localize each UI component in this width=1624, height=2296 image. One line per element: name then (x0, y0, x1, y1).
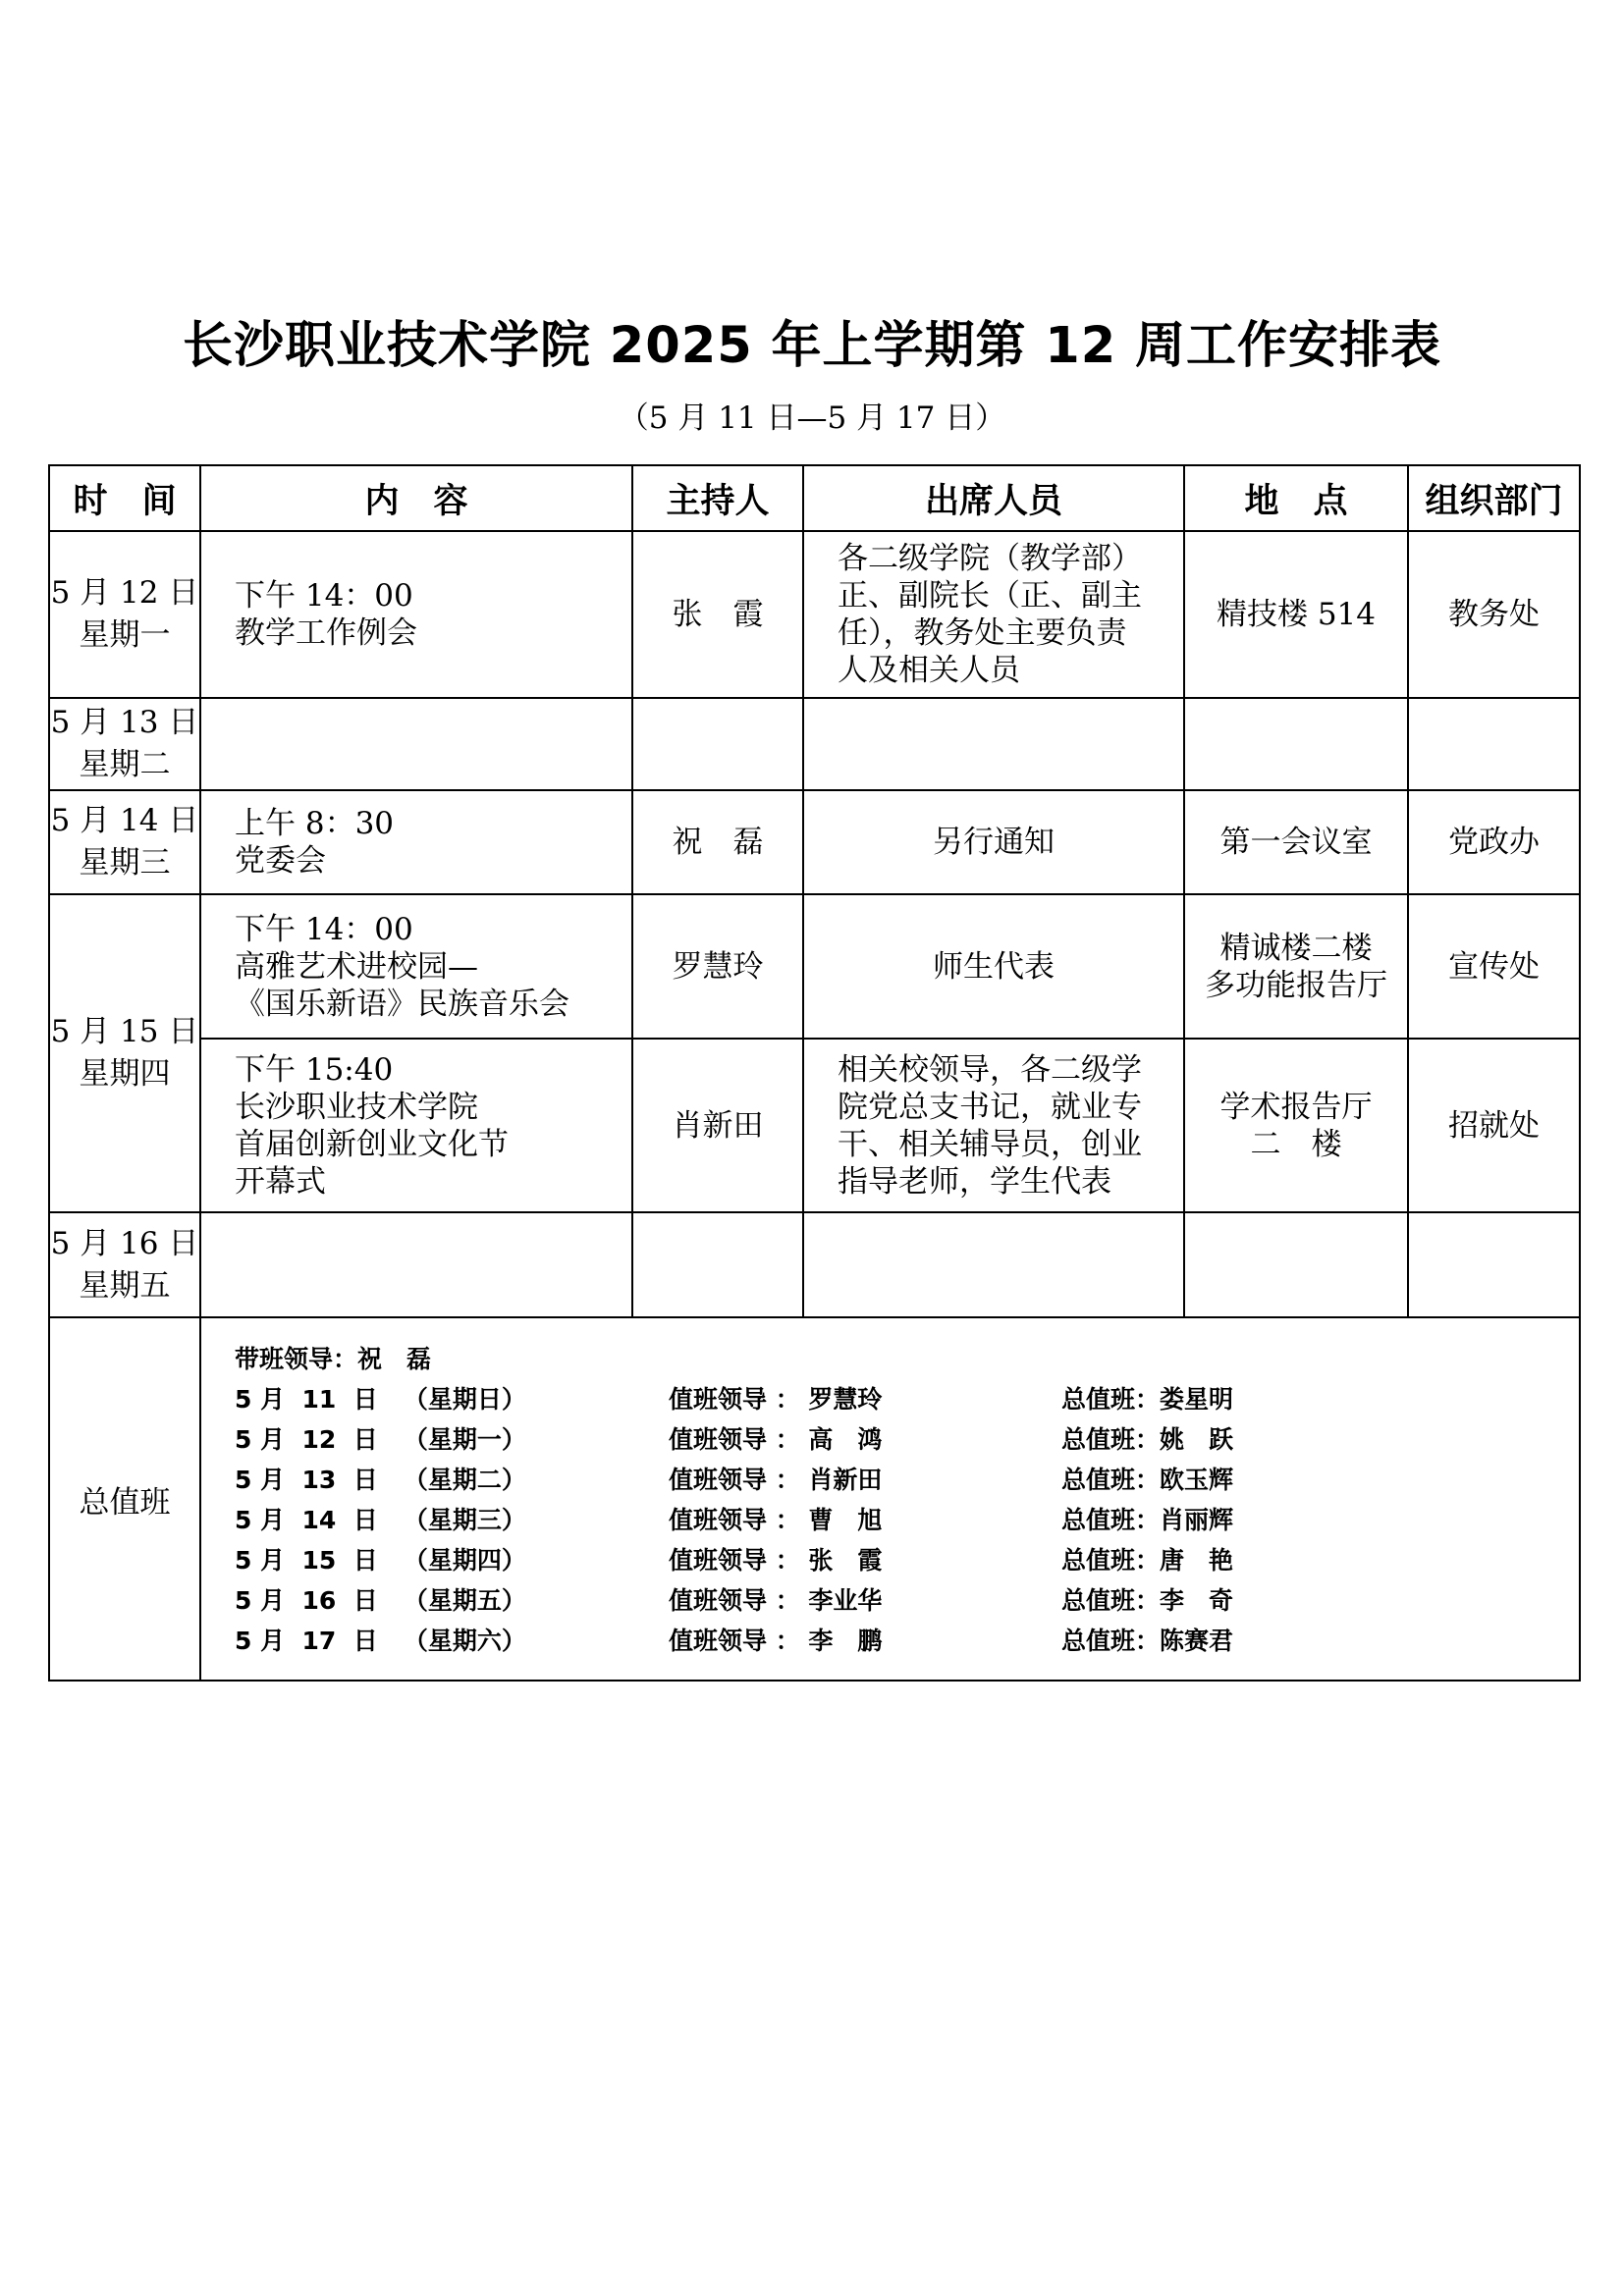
duty-leader: 值班领导 ： 高 鸿 (669, 1425, 883, 1454)
content-line: 下午 14：00 (235, 578, 413, 614)
location-cell (1184, 1212, 1408, 1317)
host-cell (632, 1212, 803, 1317)
location-line: 二 楼 (1250, 1126, 1342, 1162)
duty-leader: 值班领导 ： 李业华 (669, 1586, 883, 1615)
table-row (49, 698, 1580, 790)
date-text: 5 月 15 日 (50, 1014, 199, 1049)
location-cell (1184, 698, 1408, 790)
header-time: 时 间 (49, 465, 200, 531)
duty-chief: 总值班：李 奇 (1061, 1586, 1234, 1615)
content-line: 《国乐新语》民族音乐会 (235, 986, 569, 1022)
table-row (49, 1212, 1580, 1317)
table-row (49, 894, 1580, 1039)
dept-cell: 教务处 (1408, 531, 1580, 698)
location-cell (1184, 1039, 1408, 1212)
attendees-line: 正、副院长（正、副主 (838, 578, 1142, 614)
duty-roster-row (235, 1379, 1579, 1419)
content-line: 高雅艺术进校园— (235, 948, 478, 985)
location-line: 精技楼 514 (1216, 597, 1377, 632)
content-line: 下午 15:40 (235, 1051, 394, 1088)
weekday-text: 星期四 (79, 1056, 171, 1092)
location-line: 多功能报告厅 (1205, 967, 1387, 1003)
duty-leader: 值班领导 ： 曹 旭 (669, 1506, 883, 1534)
dept-cell: 宣传处 (1408, 894, 1580, 1039)
weekday-text: 星期一 (79, 617, 171, 653)
duty-roster-row (235, 1621, 1579, 1661)
weekday-text: 星期二 (79, 747, 171, 782)
duty-date: 5 月 15 日 （星期四） (235, 1546, 526, 1575)
attendees-cell (803, 1039, 1184, 1212)
content-line: 教学工作例会 (235, 615, 417, 651)
dept-cell (1408, 1212, 1580, 1317)
date-cell (49, 894, 200, 1212)
content-cell (200, 1212, 632, 1317)
table-row (49, 531, 1580, 698)
host-cell: 罗慧玲 (632, 894, 803, 1039)
date-cell (49, 790, 200, 894)
duty-roster-row (235, 1419, 1579, 1460)
duty-date: 5 月 11 日 （星期日） (235, 1385, 526, 1414)
location-cell (1184, 531, 1408, 698)
dept-cell: 党政办 (1408, 790, 1580, 894)
duty-roster (200, 1317, 1580, 1681)
weekday-text: 星期三 (79, 845, 171, 881)
attendees-line: 相关校领导，各二级学 (838, 1051, 1142, 1088)
duty-leader: 值班领导 ： 李 鹏 (669, 1627, 883, 1655)
date-text: 5 月 14 日 (50, 803, 199, 838)
header-attendees: 出席人员 (803, 465, 1184, 531)
header-content: 内 容 (200, 465, 632, 531)
date-text: 5 月 16 日 (50, 1225, 199, 1261)
content-cell (200, 790, 632, 894)
location-cell (1184, 790, 1408, 894)
host-cell: 张 霞 (632, 531, 803, 698)
location-line: 第一会议室 (1219, 825, 1373, 860)
header-host: 主持人 (632, 465, 803, 531)
duty-roster-row (235, 1460, 1579, 1500)
duty-label: 总值班 (49, 1317, 200, 1681)
location-cell (1184, 894, 1408, 1039)
schedule-table (48, 464, 1581, 1682)
duty-row (49, 1317, 1580, 1681)
content-line: 开幕式 (235, 1163, 326, 1200)
dept-cell: 招就处 (1408, 1039, 1580, 1212)
duty-date: 5 月 14 日 （星期三） (235, 1506, 526, 1534)
duty-roster-row (235, 1540, 1579, 1580)
content-line: 上午 8：30 (235, 806, 395, 841)
content-cell (200, 698, 632, 790)
duty-date: 5 月 17 日 （星期六） (235, 1627, 526, 1655)
date-cell (49, 1212, 200, 1317)
content-line: 首届创新创业文化节 (235, 1126, 509, 1162)
duty-chief: 总值班：唐 艳 (1061, 1546, 1234, 1575)
duty-date: 5 月 13 日 （星期二） (235, 1466, 526, 1494)
attendees-line: 指导老师，学生代表 (838, 1163, 1111, 1200)
duty-chief: 总值班：欧玉辉 (1061, 1466, 1234, 1494)
attendees-line: 师生代表 (933, 948, 1055, 985)
attendees-cell (803, 894, 1184, 1039)
attendees-line: 院党总支书记，就业专 (838, 1089, 1142, 1125)
content-cell (200, 531, 632, 698)
duty-chief: 总值班：娄星明 (1061, 1385, 1234, 1414)
content-line: 长沙职业技术学院 (235, 1089, 478, 1125)
date-cell (49, 531, 200, 698)
header-row (49, 465, 1580, 531)
duty-date: 5 月 16 日 （星期五） (235, 1586, 526, 1615)
duty-roster-row (235, 1500, 1579, 1540)
table-row (49, 790, 1580, 894)
location-line: 精诚楼二楼 (1219, 930, 1373, 966)
host-cell (632, 698, 803, 790)
attendees-cell (803, 790, 1184, 894)
duty-chief: 总值班：姚 跃 (1061, 1425, 1234, 1454)
header-dept: 组织部门 (1408, 465, 1580, 531)
weekday-text: 星期五 (79, 1267, 171, 1304)
duty-date: 5 月 12 日 （星期一） (235, 1425, 526, 1454)
duty-roster-row (235, 1580, 1579, 1621)
attendees-line: 干、相关辅导员，创业 (838, 1126, 1142, 1162)
duty-leader: 值班领导 ： 肖新田 (669, 1466, 883, 1494)
content-line: 下午 14：00 (235, 911, 413, 947)
location-line: 学术报告厅 (1219, 1089, 1373, 1125)
attendees-cell (803, 1212, 1184, 1317)
duty-lead-leader: 带班领导：祝 磊 (235, 1345, 432, 1373)
date-range-subtitle: （5 月 11 日—5 月 17 日） (618, 400, 1006, 436)
header-location: 地 点 (1184, 465, 1408, 531)
date-text: 5 月 13 日 (50, 705, 199, 740)
duty-chief: 总值班：陈赛君 (1061, 1627, 1234, 1655)
dept-cell (1408, 698, 1580, 790)
duty-leader: 值班领导 ： 罗慧玲 (669, 1385, 883, 1414)
page-title: 长沙职业技术学院 2025 年上学期第 12 周工作安排表 (183, 317, 1441, 375)
duty-chief: 总值班：肖丽辉 (1061, 1506, 1234, 1534)
host-cell: 肖新田 (632, 1039, 803, 1212)
date-cell (49, 698, 200, 790)
date-text: 5 月 12 日 (50, 575, 199, 611)
attendees-line: 另行通知 (933, 825, 1055, 860)
attendees-line: 人及相关人员 (838, 653, 1020, 688)
content-line: 党委会 (235, 843, 326, 879)
attendees-cell (803, 698, 1184, 790)
attendees-cell (803, 531, 1184, 698)
attendees-line: 任），教务处主要负责 (838, 615, 1127, 651)
attendees-line: 各二级学院（教学部） (838, 541, 1142, 576)
content-cell (200, 1039, 632, 1212)
host-cell: 祝 磊 (632, 790, 803, 894)
content-cell (200, 894, 632, 1039)
table-row (49, 1039, 1580, 1212)
duty-leader: 值班领导 ： 张 霞 (669, 1546, 883, 1575)
